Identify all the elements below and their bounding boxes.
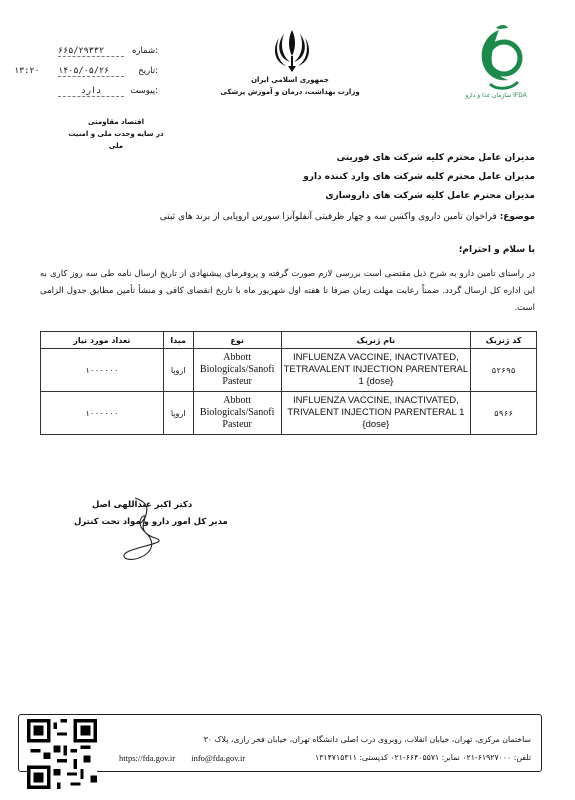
header-type: نوع <box>193 332 281 349</box>
header-origin: مبدا <box>163 332 193 349</box>
drug-table <box>40 331 537 435</box>
letter-number <box>58 46 158 60</box>
footer-box <box>18 714 542 772</box>
greeting: با سلام و احترام؛ <box>458 245 535 255</box>
motto <box>66 116 166 152</box>
motto-line-2: در سایه وحدت ملی و امنیت ملی <box>68 130 164 150</box>
recipient-3: مدیران محترم عامل کلیه شرکت های داروسازی <box>325 191 535 201</box>
ifda-logo-icon <box>466 24 532 100</box>
cell-type: Abbott Biologicals/Sanofi Pasteur <box>193 349 281 392</box>
fda-caption-fa: سازمان غذا و دارو <box>465 92 512 99</box>
cell-type: Abbott Biologicals/Sanofi Pasteur <box>193 392 281 435</box>
footer-address: ساختمان مرکزی، تهران، خیابان انقلاب، روبروی درب اصلی دانشگاه تهران، خیابان فخر رازی، پلاک ۳۰ <box>203 735 531 744</box>
header-generic-name: نام ژنریک <box>281 332 471 349</box>
subject-line <box>35 212 535 222</box>
recipient-2: مدیران عامل محترم کلیه شرکت های وارد کننده دارو <box>303 172 535 182</box>
gov-line-1: جمهوری اسلامی ایران <box>251 76 329 84</box>
qr-code-icon <box>27 719 97 789</box>
fda-abbr: IFDA <box>513 93 527 99</box>
cell-generic-name: INFLUENZA VACCINE, INACTIVATED, TRIVALENT INJECTION PARENTERAL 1 {dose} <box>281 392 471 435</box>
cell-quantity: ۱۰۰۰۰۰۰ <box>41 349 164 392</box>
cell-origin: اروپا <box>163 349 193 392</box>
cell-generic-code: ۵۹۶۶ <box>471 392 537 435</box>
table-header-row <box>41 332 537 349</box>
letter-attachment-value: دارد <box>58 86 124 97</box>
footer-contact: تلفن: ۶۱۹۲۷۰۰۰-۰۲۱ نمابر: ۶۶۴۰۵۵۷۱-۰۲۱ کدپستی: ۱۳۱۴۷۱۵۳۱۱ <box>315 753 531 762</box>
letter-time-value: ۱۳:۲۰ <box>14 66 40 76</box>
cell-origin: اروپا <box>163 392 193 435</box>
footer-website-link[interactable]: https://fda.gov.ir <box>119 753 176 763</box>
footer-links <box>119 753 259 763</box>
letter-date <box>14 66 158 80</box>
cell-quantity: ۱۰۰۰۰۰۰ <box>41 392 164 435</box>
letter-attachment-label: پیوست: <box>130 86 158 96</box>
letter-number-label: شماره: <box>131 46 158 56</box>
cell-generic-name: INFLUENZA VACCINE, INACTIVATED, TETRAVALENT INJECTION PARENTERAL 1 {dose} <box>281 349 471 392</box>
fda-caption <box>456 92 536 99</box>
cell-generic-code: ۵۲۶۹۵ <box>471 349 537 392</box>
signatory-title: مدیر کل امور دارو و مواد تحت کنترل <box>74 517 228 527</box>
motto-line-1: اقتصاد مقاومتی <box>87 118 145 126</box>
letter-date-label: تاریخ: <box>138 66 158 76</box>
iran-emblem-icon <box>270 26 314 76</box>
letter-attachment <box>58 86 158 100</box>
header-quantity: تعداد مورد نیاز <box>41 332 164 349</box>
table-row <box>41 349 537 392</box>
recipient-1: مدیران عامل محترم کلیه شرکت های فوریتی <box>336 153 535 163</box>
letter-body: در راستای تامین دارو به شرح ذیل مقتضی است بررسی لازم صورت گرفته و پروفرمای پیشنهادی از تاریخ ارسال نامه طی سه روز کاری به این اداره کل ارسال گردد. ضمناً رعایت مهلت زمان صرفا تا هفته اول شهریور ماه با تاریخ انقضای کافی و منشأ تأمین مطابق جدول الزامی است. <box>40 269 535 313</box>
gov-line-2: وزارت بهداشت، درمان و آموزش پزشکی <box>220 88 360 96</box>
letter-number-value: ۶۶۵/۲۹۳۳۲ <box>58 46 124 57</box>
subject-label: موضوع: <box>499 212 535 222</box>
footer-email-link[interactable]: info@fda.gov.ir <box>191 753 246 763</box>
letter-date-value: ۱۴۰۵/۰۵/۲۶ <box>58 66 124 77</box>
header-generic-code: کد ژنریک <box>471 332 537 349</box>
table-row <box>41 392 537 435</box>
subject-text: فراخوان تامین داروی واکسن سه و چهار ظرفیتی آنفلوآنزا سورس اروپایی از برند های ثبتی <box>159 212 497 222</box>
signatory-name: دکتر اکبر عبداللهی اصل <box>92 500 193 510</box>
